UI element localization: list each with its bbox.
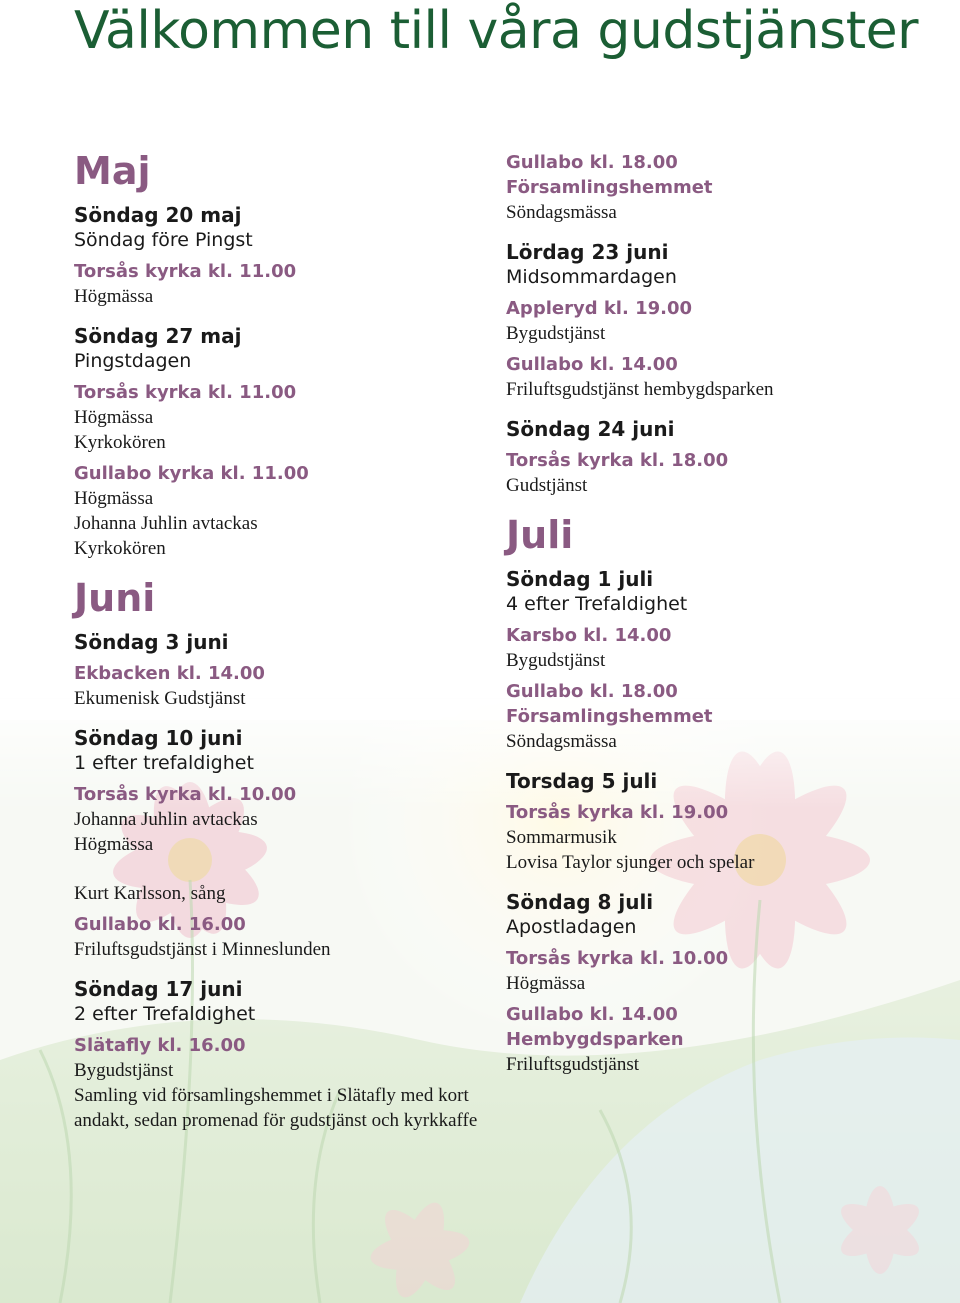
service-place-time: Torsås kyrka kl. 19.00 — [506, 802, 729, 823]
service-place-time: Gullabo kl. 18.00 — [506, 152, 678, 173]
service-place-time: Torsås kyrka kl. 10.00 — [506, 948, 729, 969]
month-heading: Juni — [74, 576, 156, 620]
schedule-column-right — [506, 150, 946, 1091]
service-day-subtitle: 2 efter Trefaldighet — [74, 1003, 256, 1025]
service-description: Johanna Juhlin avtackas — [74, 513, 258, 534]
service-description: Gudstjänst — [506, 475, 588, 496]
service-day-subtitle: 1 efter trefaldighet — [74, 752, 254, 774]
blank-line — [74, 857, 514, 881]
service-place-time: Gullabo kl. 14.00 — [506, 1004, 678, 1025]
service-day-title: Söndag 1 juli — [506, 567, 654, 591]
service-description: Bygudstjänst — [506, 650, 606, 671]
service-day-subtitle: 4 efter Trefaldighet — [506, 593, 688, 615]
service-place-time: Gullabo kl. 16.00 — [74, 914, 246, 935]
page-title: Välkommen till våra gudstjänster — [74, 1, 918, 61]
service-description: Kurt Karlsson, sång — [74, 883, 226, 904]
month-heading: Maj — [74, 149, 151, 193]
service-place-venue: Församlingshemmet — [506, 177, 713, 198]
service-description: Kyrkokören — [74, 538, 166, 559]
service-place-time: Torsås kyrka kl. 11.00 — [74, 382, 297, 403]
service-description: Friluftsgudstjänst — [506, 1054, 640, 1075]
service-day — [506, 239, 946, 402]
service-day-title: Söndag 8 juli — [506, 890, 654, 914]
service-day-title: Söndag 24 juni — [506, 417, 675, 441]
service-description: Friluftsgudstjänst i Minneslunden — [74, 939, 331, 960]
service-description: Högmässa — [74, 286, 154, 307]
service-place-time: Karsbo kl. 14.00 — [506, 625, 672, 646]
service-day-title: Söndag 3 juni — [74, 630, 229, 654]
service-day — [74, 323, 514, 561]
service-description: Friluftsgudstjänst hembygdsparken — [506, 379, 774, 400]
service-day — [506, 768, 946, 875]
service-day-title: Söndag 10 juni — [74, 726, 243, 750]
service-day-subtitle: Apostladagen — [506, 916, 637, 938]
service-place-time: Slätafly kl. 16.00 — [74, 1035, 246, 1056]
service-day — [74, 976, 514, 1133]
service-description: Högmässa — [74, 407, 154, 428]
service-day-subtitle: Midsommardagen — [506, 266, 677, 288]
service-place-time: Torsås kyrka kl. 10.00 — [74, 784, 297, 805]
service-description: Söndagsmässa — [506, 731, 617, 752]
service-day-title: Söndag 27 maj — [74, 324, 242, 348]
service-place-time: Gullabo kl. 14.00 — [506, 354, 678, 375]
service-place-time: Ekbacken kl. 14.00 — [74, 663, 265, 684]
service-place-time: Appleryd kl. 19.00 — [506, 298, 693, 319]
service-day — [506, 150, 946, 225]
service-description: Bygudstjänst — [506, 323, 606, 344]
service-day — [74, 202, 514, 309]
service-place-time: Gullabo kyrka kl. 11.00 — [74, 463, 309, 484]
service-place-time: Torsås kyrka kl. 11.00 — [74, 261, 297, 282]
service-day-title: Söndag 20 maj — [74, 203, 242, 227]
service-day-title: Söndag 17 juni — [74, 977, 243, 1001]
service-description: Högmässa — [74, 488, 154, 509]
service-description: Söndagsmässa — [506, 202, 617, 223]
service-day — [506, 416, 946, 498]
service-description: Högmässa — [74, 834, 154, 855]
service-day-subtitle: Söndag före Pingst — [74, 229, 253, 251]
service-place-time: Gullabo kl. 18.00 — [506, 681, 678, 702]
service-day — [74, 725, 514, 962]
month-heading: Juli — [506, 513, 574, 557]
service-description: Bygudstjänst — [74, 1060, 174, 1081]
service-day-subtitle: Pingstdagen — [74, 350, 192, 372]
schedule-column-left — [74, 148, 514, 1147]
service-place-time: Torsås kyrka kl. 18.00 — [506, 450, 729, 471]
service-place-venue: Hembygdsparken — [506, 1029, 684, 1050]
service-description: Kyrkokören — [74, 432, 166, 453]
service-description: Ekumenisk Gudstjänst — [74, 688, 246, 709]
service-day — [506, 889, 946, 1077]
service-day-title: Torsdag 5 juli — [506, 769, 658, 793]
service-description: Högmässa — [506, 973, 586, 994]
service-day — [74, 629, 514, 711]
service-place-venue: Församlingshemmet — [506, 706, 713, 727]
service-day-title: Lördag 23 juni — [506, 240, 669, 264]
service-description: Sommarmusik — [506, 827, 617, 848]
service-description: Samling vid församlingshemmet i Slätafly med kort andakt, sedan promenad för gudstjänst och kyrkkaffe — [74, 1085, 478, 1131]
service-description: Johanna Juhlin avtackas — [74, 809, 258, 830]
service-description: Lovisa Taylor sjunger och spelar — [506, 852, 755, 873]
service-day — [506, 566, 946, 754]
